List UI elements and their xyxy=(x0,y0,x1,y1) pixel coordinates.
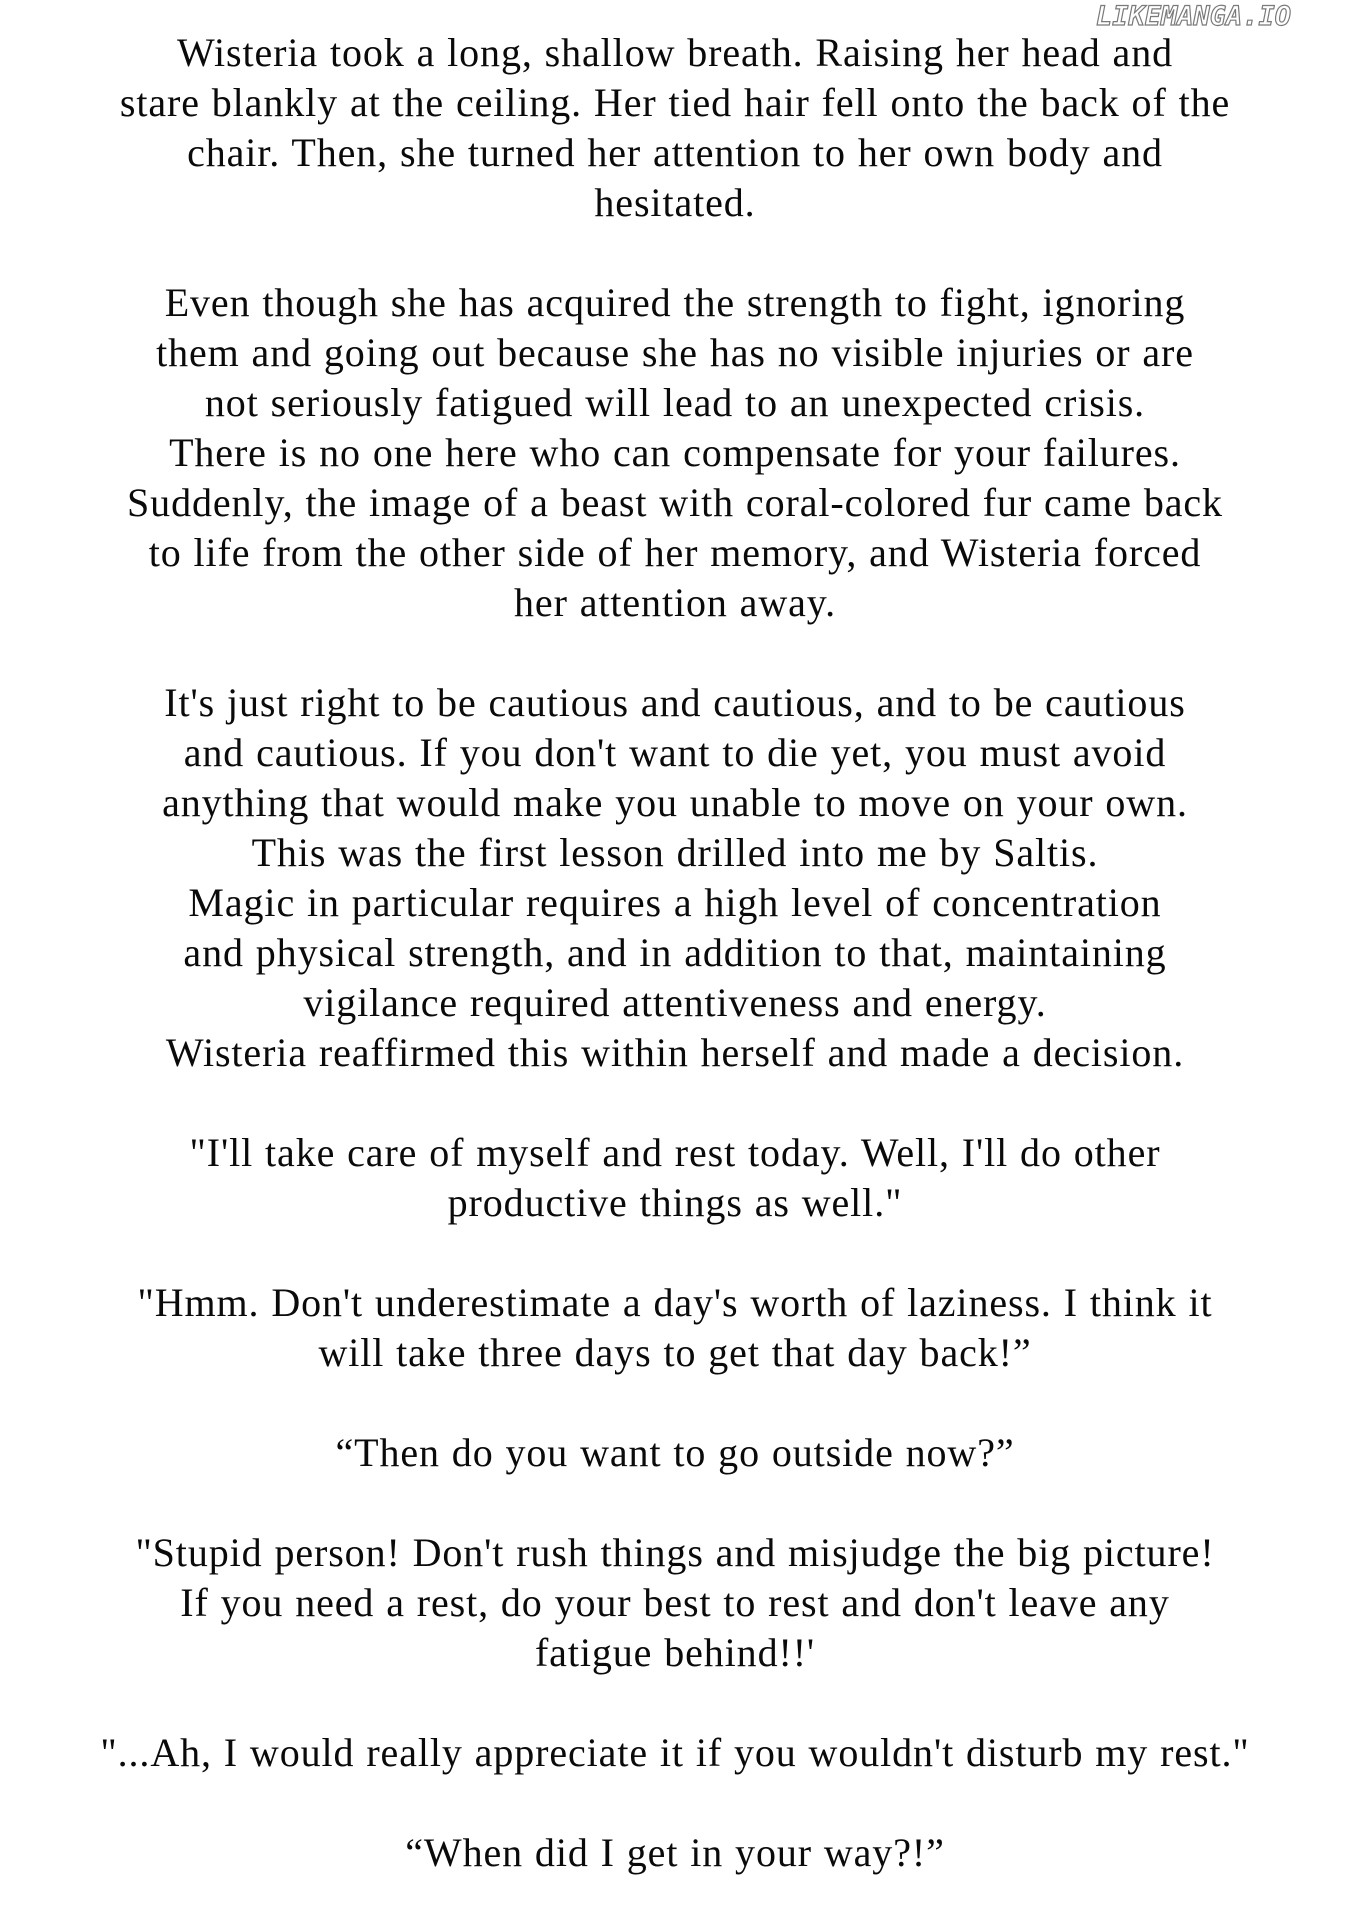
story-text xyxy=(0,28,1350,1928)
text-line: This was the first lesson drilled into me by Saltis. xyxy=(251,830,1099,875)
dialogue-in-your-way xyxy=(0,1828,1350,1878)
text-line: "...Ah, I would really appreciate it if you wouldn't disturb my rest." xyxy=(100,1730,1250,1775)
text-line: If you need a rest, do your best to rest and don't leave any xyxy=(180,1580,1170,1625)
text-line: chair. Then, she turned her attention to her own body and xyxy=(187,130,1163,175)
text-line: "Hmm. Don't underestimate a day's worth of laziness. I think it xyxy=(137,1280,1213,1325)
text-line: her attention away. xyxy=(514,580,836,625)
text-line: "Stupid person! Don't rush things and misjudge the big picture! xyxy=(135,1530,1215,1575)
dialogue-disturb-rest xyxy=(0,1728,1350,1778)
text-line: vigilance required attentiveness and energy. xyxy=(303,980,1047,1025)
text-line: productive things as well." xyxy=(447,1180,903,1225)
dialogue-go-outside xyxy=(0,1428,1350,1478)
text-line: to life from the other side of her memory, and Wisteria forced xyxy=(148,530,1202,575)
text-line: stare blankly at the ceiling. Her tied hair fell onto the back of the xyxy=(119,80,1231,125)
dialogue-rest-today xyxy=(0,1128,1350,1228)
text-line: them and going out because she has no visible injuries or are xyxy=(156,330,1194,375)
text-line: Wisteria reaffirmed this within herself and made a decision. xyxy=(165,1030,1185,1075)
text-line: not seriously fatigued will lead to an unexpected crisis. xyxy=(204,380,1146,425)
dialogue-laziness xyxy=(0,1278,1350,1378)
text-line: "I'll take care of myself and rest today. Well, I'll do other xyxy=(189,1130,1161,1175)
text-line: It's just right to be cautious and cautious, and to be cautious xyxy=(164,680,1186,725)
text-line: Wisteria took a long, shallow breath. Raising her head and xyxy=(176,30,1173,75)
text-line: and cautious. If you don't want to die yet, you must avoid xyxy=(183,730,1167,775)
text-line: Even though she has acquired the strength to fight, ignoring xyxy=(164,280,1186,325)
text-line: hesitated. xyxy=(594,180,756,225)
text-line: “When did I get in your way?!” xyxy=(405,1830,945,1875)
paragraph-breath xyxy=(0,28,1350,228)
paragraph-strength xyxy=(0,278,1350,628)
site-watermark: LIKEMANGA.IO xyxy=(1096,1,1292,32)
text-line: fatigue behind!!' xyxy=(534,1630,816,1675)
text-line: and physical strength, and in addition to that, maintaining xyxy=(183,930,1167,975)
text-line: “Then do you want to go outside now?” xyxy=(335,1430,1015,1475)
dialogue-stupid-person xyxy=(0,1528,1350,1678)
paragraph-caution xyxy=(0,678,1350,1078)
text-line: Magic in particular requires a high level of concentration xyxy=(188,880,1162,925)
text-line: anything that would make you unable to move on your own. xyxy=(162,780,1188,825)
text-line: There is no one here who can compensate for your failures. xyxy=(169,430,1181,475)
text-line: Suddenly, the image of a beast with coral-colored fur came back xyxy=(127,480,1223,525)
text-line: will take three days to get that day back!” xyxy=(318,1330,1032,1375)
